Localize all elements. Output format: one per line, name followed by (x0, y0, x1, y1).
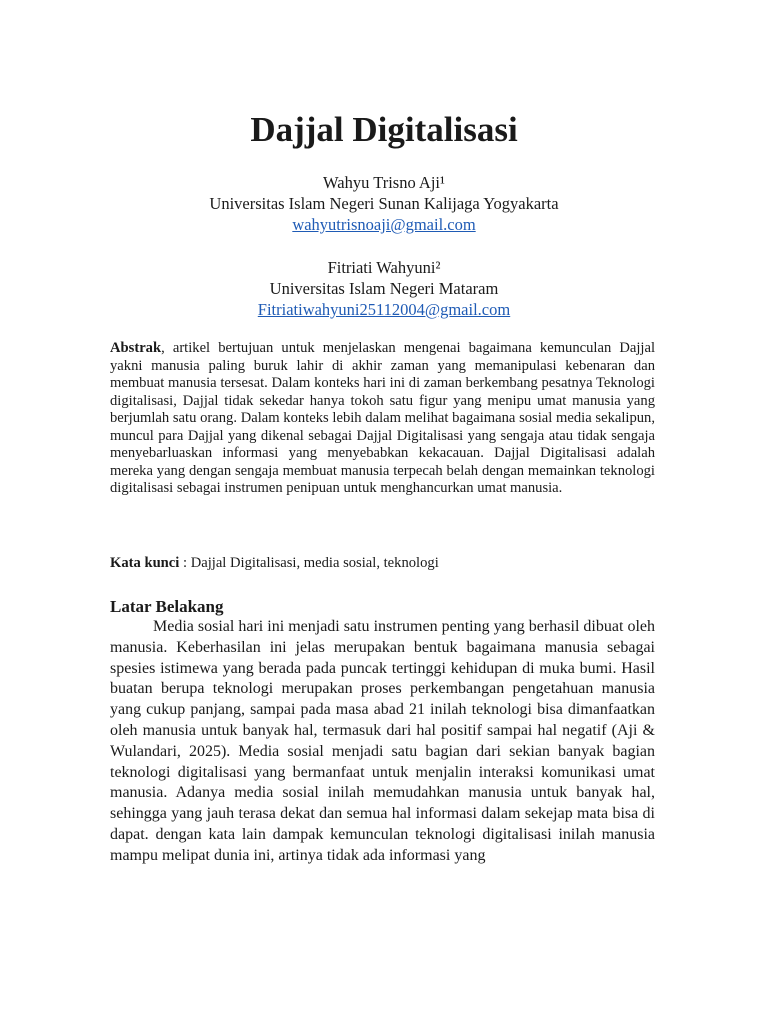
section-heading: Latar Belakang (110, 597, 224, 616)
keywords-label: Kata kunci (110, 555, 180, 571)
author-block-1 (0, 172, 768, 235)
keywords-text: : Dajjal Digitalisasi, media sosial, teknologi (179, 555, 439, 571)
section-paragraph: Media sosial hari ini menjadi satu instrumen penting yang berhasil dibuat oleh manusia. Keberhasilan ini jelas merupakan bentuk bagaimana manusia sebagai spesies istimewa yang berada pada puncak tertinggi kehidupan di muka bumi. Hasil buatan berupa teknologi merupakan proses perkembangan pengetahuan manusia yang cukup panjang, sampai pada masa abad 21 inilah teknologi bisa dimanfaatkan oleh manusia untuk banyak hal, termasuk dari hal positif sampai hal negatif (Aji & Wulandari, 2025). Media sosial menjadi satu bagian dari sekian banyak bagian teknologi digitalisasi yang bermanfaat untuk menjalin interaksi komunikasi umat manusia. Adanya media sosial inilah memudahkan manusia untuk banyak hal, sehingga yang jauh terasa dekat dan semua hal informasi dalam sekejap mata bisa di dapat. dengan kata lain dampak kemunculan teknologi digitalisasi inilah manusia mampu melipat dunia ini, artinya tidak ada informasi yang (110, 618, 655, 864)
author-affiliation: Universitas Islam Negeri Mataram (269, 279, 499, 298)
abstract-label: Abstrak (110, 340, 162, 356)
author-email-link[interactable]: Fitriatiwahyuni25112004@gmail.com (257, 300, 511, 319)
abstract-text: , artikel bertujuan untuk menjelaskan mengenai bagaimana kemunculan Dajjal yakni manusia paling buruk lahir di akhir zaman yang memanipulasi kebenaran dan membuat manusia tersesat. Dalam konteks hari ini di zaman berkembang pesatnya Teknologi digitalisasi, Dajjal tidak sekedar hanya tokoh satu figur yang menipu umat manusia yang berjumlah satu orang. Dalam konteks lebih dalam melihat bagaimana sosial media sekalipun, muncul para Dajjal yang dikenal sebagai Dajjal Digitalisasi yang sengaja atau tidak sengaja menyebarluaskan informasi yang menyebabkan kekacauan. Dajjal Digitalisasi adalah mereka yang dengan sengaja membuat manusia terpecah belah dengan memainkan teknologi digitalisasi sebagai instrumen penipuan untuk menghancurkan umat manusia. (110, 340, 655, 496)
abstract (110, 340, 655, 498)
author-name: Wahyu Trisno Aji¹ (323, 173, 445, 192)
author-name: Fitriati Wahyuni² (327, 258, 441, 277)
paper-title: Dajjal Digitalisasi (250, 110, 518, 149)
author-affiliation: Universitas Islam Negeri Sunan Kalijaga Yogyakarta (209, 194, 559, 213)
keywords (110, 555, 655, 573)
author-email-link[interactable]: wahyutrisnoaji@gmail.com (292, 215, 476, 234)
author-block-2 (0, 257, 768, 320)
